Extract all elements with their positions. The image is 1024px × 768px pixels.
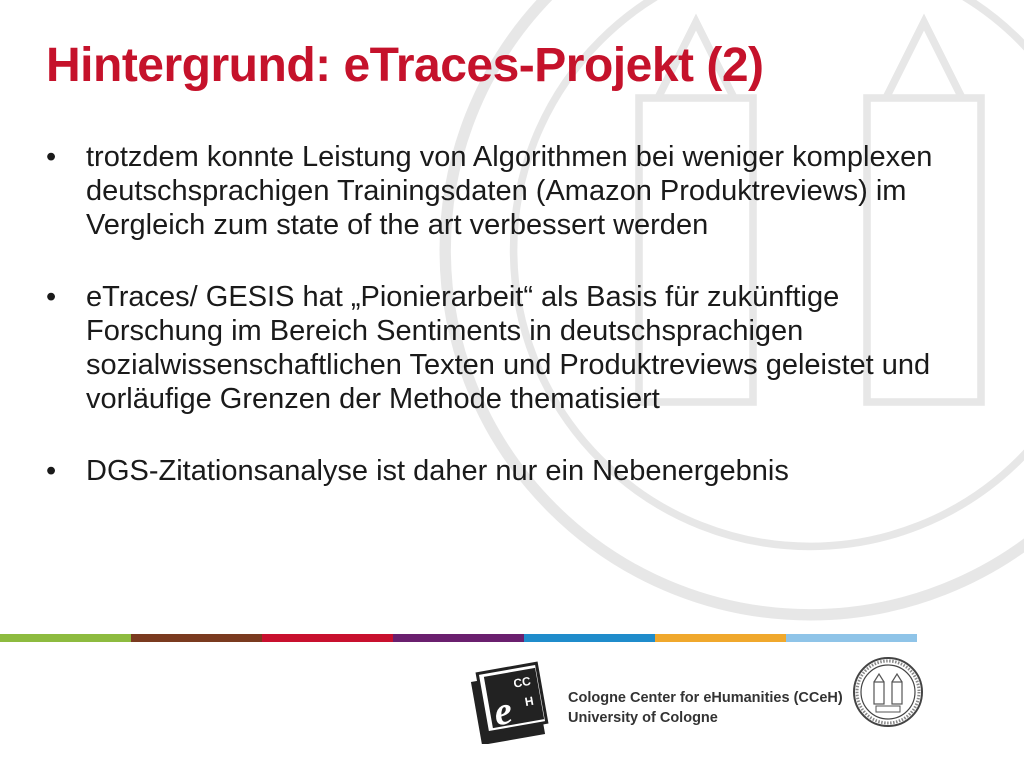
footer-org-text (568, 688, 843, 728)
color-bar-segment (655, 634, 786, 642)
svg-text:e: e (490, 686, 516, 735)
footer-org-line2: University of Cologne (568, 710, 718, 726)
bullet-text: eTraces/ GESIS hat „Pionierarbeit“ als Basis für zukünftige Forschung im Bereich Sentiments in deutschsprachigen sozialwissenschaftlichen Texten und Produktreviews geleistet und vorläufige Grenzen der Methode thematisiert (86, 281, 931, 415)
bullet-text: DGS-Zitationsanalyse ist daher nur ein Nebenergebnis (86, 455, 789, 487)
color-bar-segment (131, 634, 262, 642)
svg-text:CC: CC (512, 673, 532, 691)
university-seal-icon (852, 656, 924, 728)
svg-text:H: H (523, 693, 535, 710)
bullet-item (44, 140, 944, 242)
color-bar-segment (0, 634, 131, 642)
bullet-marker: • (46, 141, 57, 173)
bullet-marker: • (46, 281, 57, 313)
footer-org-line1: Cologne Center for eHumanities (CCeH) (568, 690, 843, 706)
bullet-item (44, 454, 944, 488)
color-bar-segment (524, 634, 655, 642)
bullet-item (44, 280, 944, 416)
color-bar-segment (786, 634, 917, 642)
bullet-list (44, 140, 944, 526)
bullet-marker: • (46, 455, 57, 487)
footer-color-bar (0, 634, 917, 642)
bullet-text: trotzdem konnte Leistung von Algorithmen bei weniger komplexen deutschsprachigen Trainingsdaten (Amazon Produktreviews) im Vergleich zum state of the art verbessert werden (86, 141, 933, 241)
slide-title: Hintergrund: eTraces-Projekt (2) (46, 39, 764, 92)
color-bar-segment (393, 634, 524, 642)
color-bar-segment (262, 634, 393, 642)
ccceh-logo-icon (462, 658, 556, 744)
